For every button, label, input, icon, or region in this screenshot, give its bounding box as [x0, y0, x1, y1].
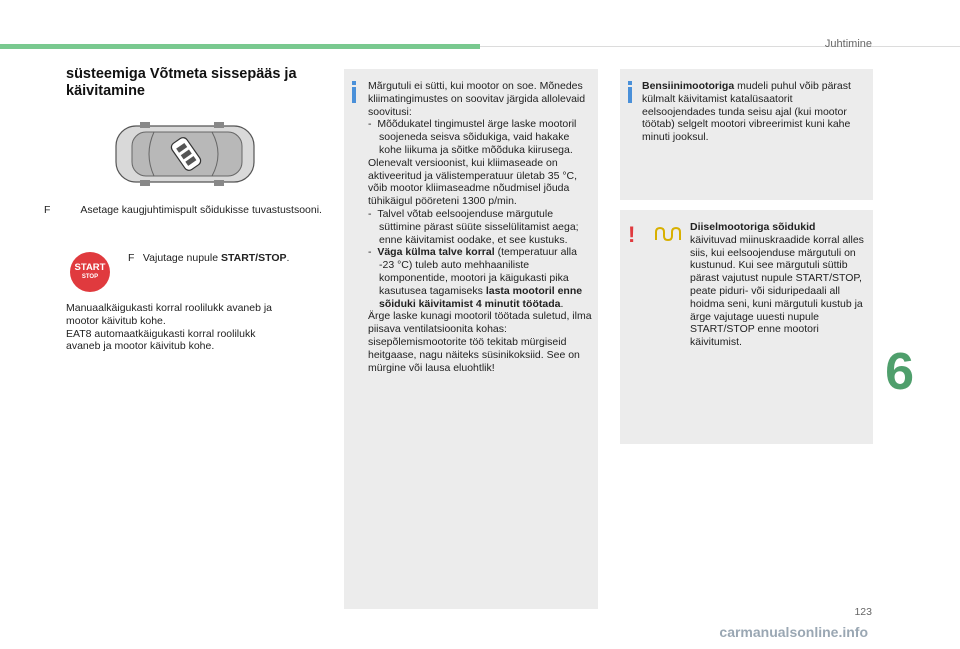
warning-text: [690, 221, 868, 349]
header-accent-bar: [0, 44, 480, 49]
bullet-suffix: .: [286, 252, 290, 264]
start-stop-button-illustration: [70, 252, 110, 292]
start-label: START: [74, 262, 106, 273]
bullet-bold: START/STOP: [220, 252, 287, 264]
dash: -: [368, 118, 372, 131]
manual-line: mootor käivitub kohe.: [66, 314, 166, 327]
warning-body: käivituvad miinuskraadide korral alles siis, kui eelsoojenduse märgutuli on kustunud. Kui see märgutuli süttib pärast vajutust nupule START/STOP, peate piduri- või siduripedaali all hoidma seni, kuni märgutuli kustub ja ärge vajutage uuesti nupule START/STOP enne mootori käivitumist.: [690, 233, 864, 349]
list-text: (temperatuur alla -23 °C) tuleb auto mehhaaniliste komponentide, mootori ja käigukasti pika kasutusea tagamiseks: [379, 246, 577, 297]
bullet-flag: F: [44, 204, 51, 216]
chapter-title: Juhtimine: [824, 38, 872, 50]
stop-label: STOP: [81, 274, 99, 280]
manual-line: EAT8 automaatkäigukasti korral roolilukk: [66, 327, 256, 340]
bullet-text: Asetage kaugjuhtimispult sõidukisse tuvastustsooni.: [80, 204, 322, 216]
dash: -: [368, 207, 372, 220]
manual-line: avaneb ja mootor käivitub kohe.: [66, 340, 215, 353]
paragraph-text: Olenevalt versioonist, kui kliimaseade on aktiveeritud ja välistemperatuur ületab 35 °C, võib mootor kliimaseadme nõudmisel jõuda tühikäigul pööreteni 1300 p/min.: [368, 156, 578, 208]
list-bold: lasta mootoril enne sõiduki käivitamist 4 minutit töötada: [379, 284, 583, 310]
warning-icon: !: [628, 222, 636, 247]
paragraph: [368, 157, 593, 208]
watermark: carmanualsonline.info: [719, 624, 868, 640]
warning-bold: Diiselmootoriga sõidukid: [690, 221, 816, 233]
list-item: [368, 246, 593, 310]
bullet-text: Vajutage nupule: [142, 252, 221, 264]
page-number: 123: [854, 606, 872, 618]
list-item: [368, 208, 593, 246]
dash: -: [368, 246, 372, 259]
bullet-flag: F: [128, 252, 135, 264]
info-text: [368, 80, 593, 374]
car-key-zone-illustration: [114, 120, 262, 188]
warning-box-diesel: [620, 210, 873, 444]
info-bold: Bensiinimootoriga: [642, 80, 735, 92]
bullet-press-start: [128, 252, 328, 265]
info-body: mudeli puhul võib pärast külmalt käivitamist katalüsaatorit eelsoojendades tunda seisu ajal (kui mootor töötab) selgelt mootori vibreerimist kuni kahe minuti jooksul.: [642, 80, 851, 144]
paragraph: Ärge laske kunagi mootoril töötada suletud, ilma piisava ventilatsioonita kohas: sisepõlemismootorite töö tekitab mürgiseid heitgaase, nagu näiteks süsinikoksiid. See on mürgine või lausa eluohtlik!: [368, 310, 592, 374]
bullet-place-key: [44, 204, 348, 217]
manual-gearbox-text: [66, 302, 336, 353]
list-bold: Väga külma talve korral: [377, 246, 495, 259]
glow-plug-icon: [654, 226, 682, 242]
info-box-climate: [344, 69, 598, 609]
manual-line: Manuaalkäigukasti korral roolilukk avaneb ja: [66, 302, 273, 314]
info-icon: [349, 81, 359, 103]
list-text: Mõõdukatel tingimustel ärge laske mootoril soojeneda seisva sõidukiga, vaid hakake kohe liikuma ja sõitke mõõduka kiirusega.: [377, 118, 577, 156]
list-item: [368, 118, 593, 156]
section-title: süsteemiga Võtmeta sissepääs ja käivitamine: [66, 66, 297, 99]
paragraph: Mãrgutuli ei sütti, kui mootor on soe. Mõnedes kliimatingimustes on soovitav järgida allolevaid soovitusi:: [368, 80, 586, 118]
chapter-number: 6: [885, 343, 914, 401]
info-box-petrol: [620, 69, 873, 200]
list-end: .: [560, 297, 564, 310]
info-icon: [625, 81, 635, 103]
info-text: [642, 80, 867, 144]
header-divider: [480, 46, 960, 47]
list-text: Talvel võtab eelsoojenduse märgutule süttimine pärast süüte sisselülitamist aega; enne käivitamist oodake, et see kustuks.: [377, 207, 579, 246]
